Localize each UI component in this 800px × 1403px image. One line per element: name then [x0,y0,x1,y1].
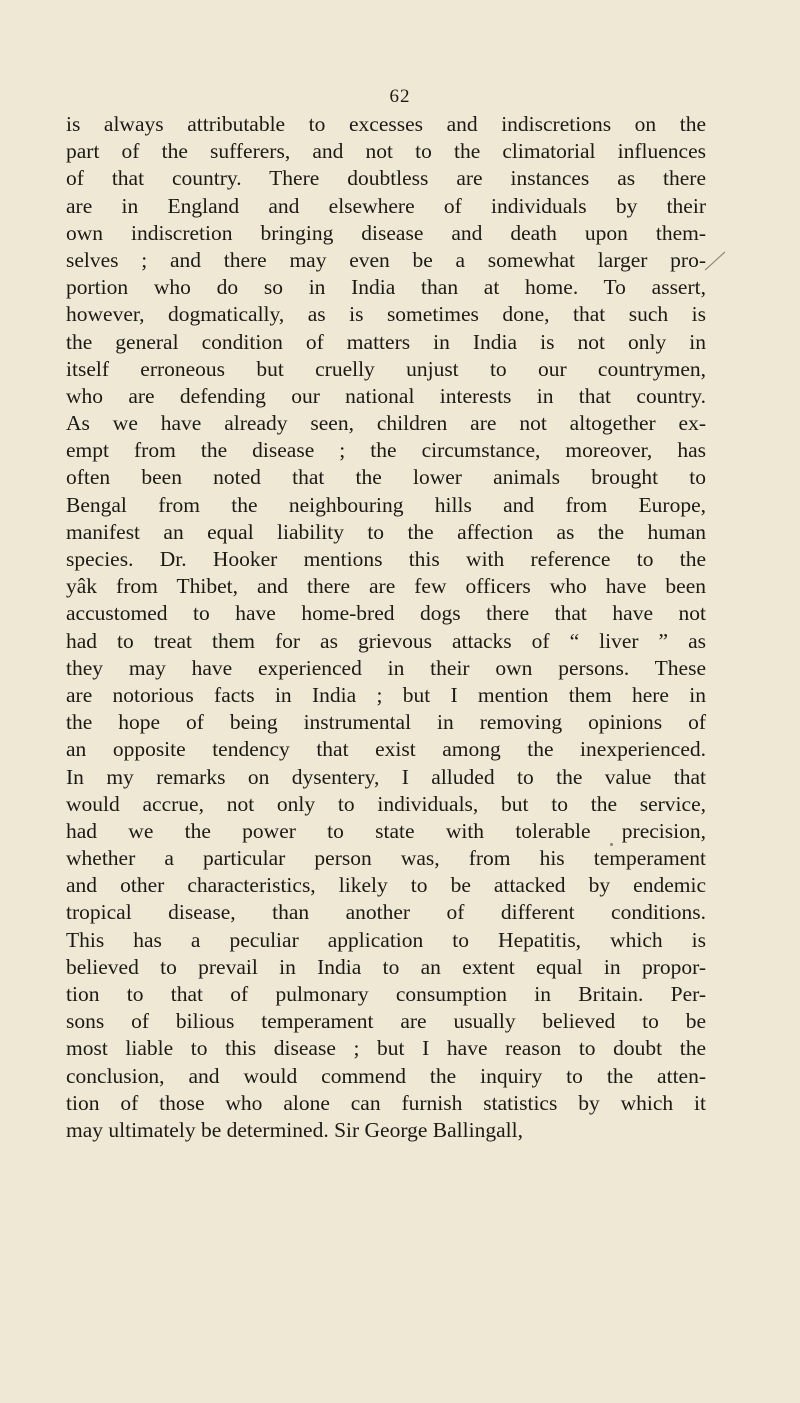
text-line: manifest an equal liability to the affection as the human [66,519,706,544]
text-line: Bengal from the neighbouring hills and from Europe, [66,492,706,517]
text-line: an opposite tendency that exist among the inexperienced. [66,737,706,762]
text-line: whether a particular person was, from his temperament [66,846,706,871]
text-line: yâk from Thibet, and there are few officers who have been [66,574,706,599]
text-line: believed to prevail in India to an extent equal in propor- [66,954,706,979]
text-line: had we the power to state with tolerable precision, [66,818,706,843]
text-line: part of the sufferers, and not to the climatorial influences [66,139,706,164]
text-line: portion who do so in India than at home. To assert, [66,275,706,300]
page-number: 62 [389,86,411,107]
text-line: the hope of being instrumental in removing opinions of [66,710,706,735]
text-line: itself erroneous but cruelly unjust to our countrymen, [66,356,706,381]
margin-speck [610,843,613,846]
text-line: sons of bilious temperament are usually believed to be [66,1009,706,1034]
text-line: empt from the disease ; the circumstance, moreover, has [66,438,706,463]
text-line: selves ; and there may even be a somewhat larger pro- [66,247,706,272]
text-line: own indiscretion bringing disease and death upon them- [66,220,706,245]
text-line: tropical disease, than another of different conditions. [66,900,706,925]
text-line: the general condition of matters in India is not only in [66,329,706,354]
text-line: tion of those who alone can furnish statistics by which it [66,1090,706,1115]
text-line: often been noted that the lower animals brought to [66,465,706,490]
text-line: and other characteristics, likely to be attacked by endemic [66,873,706,898]
text-line: This has a peculiar application to Hepatitis, which is [66,927,706,952]
body-text [66,111,706,1144]
text-line: accustomed to have home-bred dogs there that have not [66,601,706,626]
pencil-mark [704,250,726,272]
text-line: may ultimately be determined. Sir George Ballingall, [66,1117,523,1142]
text-line: tion to that of pulmonary consumption in Britain. Per- [66,982,706,1006]
text-line: are notorious facts in India ; but I mention them here in [66,682,706,707]
text-line: are in England and elsewhere of individuals by their [66,193,706,218]
text-line: most liable to this disease ; but I have reason to doubt the [66,1036,706,1061]
text-line: is always attributable to excesses and indiscretions on the [66,112,706,136]
text-line: had to treat them for as grievous attacks of “ liver ” as [66,628,706,653]
text-line: would accrue, not only to individuals, but to the service, [66,791,706,816]
text-line: In my remarks on dysentery, I alluded to the value that [66,764,706,789]
text-line: however, dogmatically, as is sometimes done, that such is [66,302,706,327]
text-line: conclusion, and would commend the inquiry to the atten- [66,1063,706,1088]
text-line: of that country. There doubtless are instances as there [66,166,706,191]
text-line: they may have experienced in their own persons. These [66,655,706,680]
text-line: As we have already seen, children are not altogether ex- [66,411,706,436]
text-line: who are defending our national interests in that country. [66,383,706,408]
text-line: species. Dr. Hooker mentions this with reference to the [66,547,706,571]
